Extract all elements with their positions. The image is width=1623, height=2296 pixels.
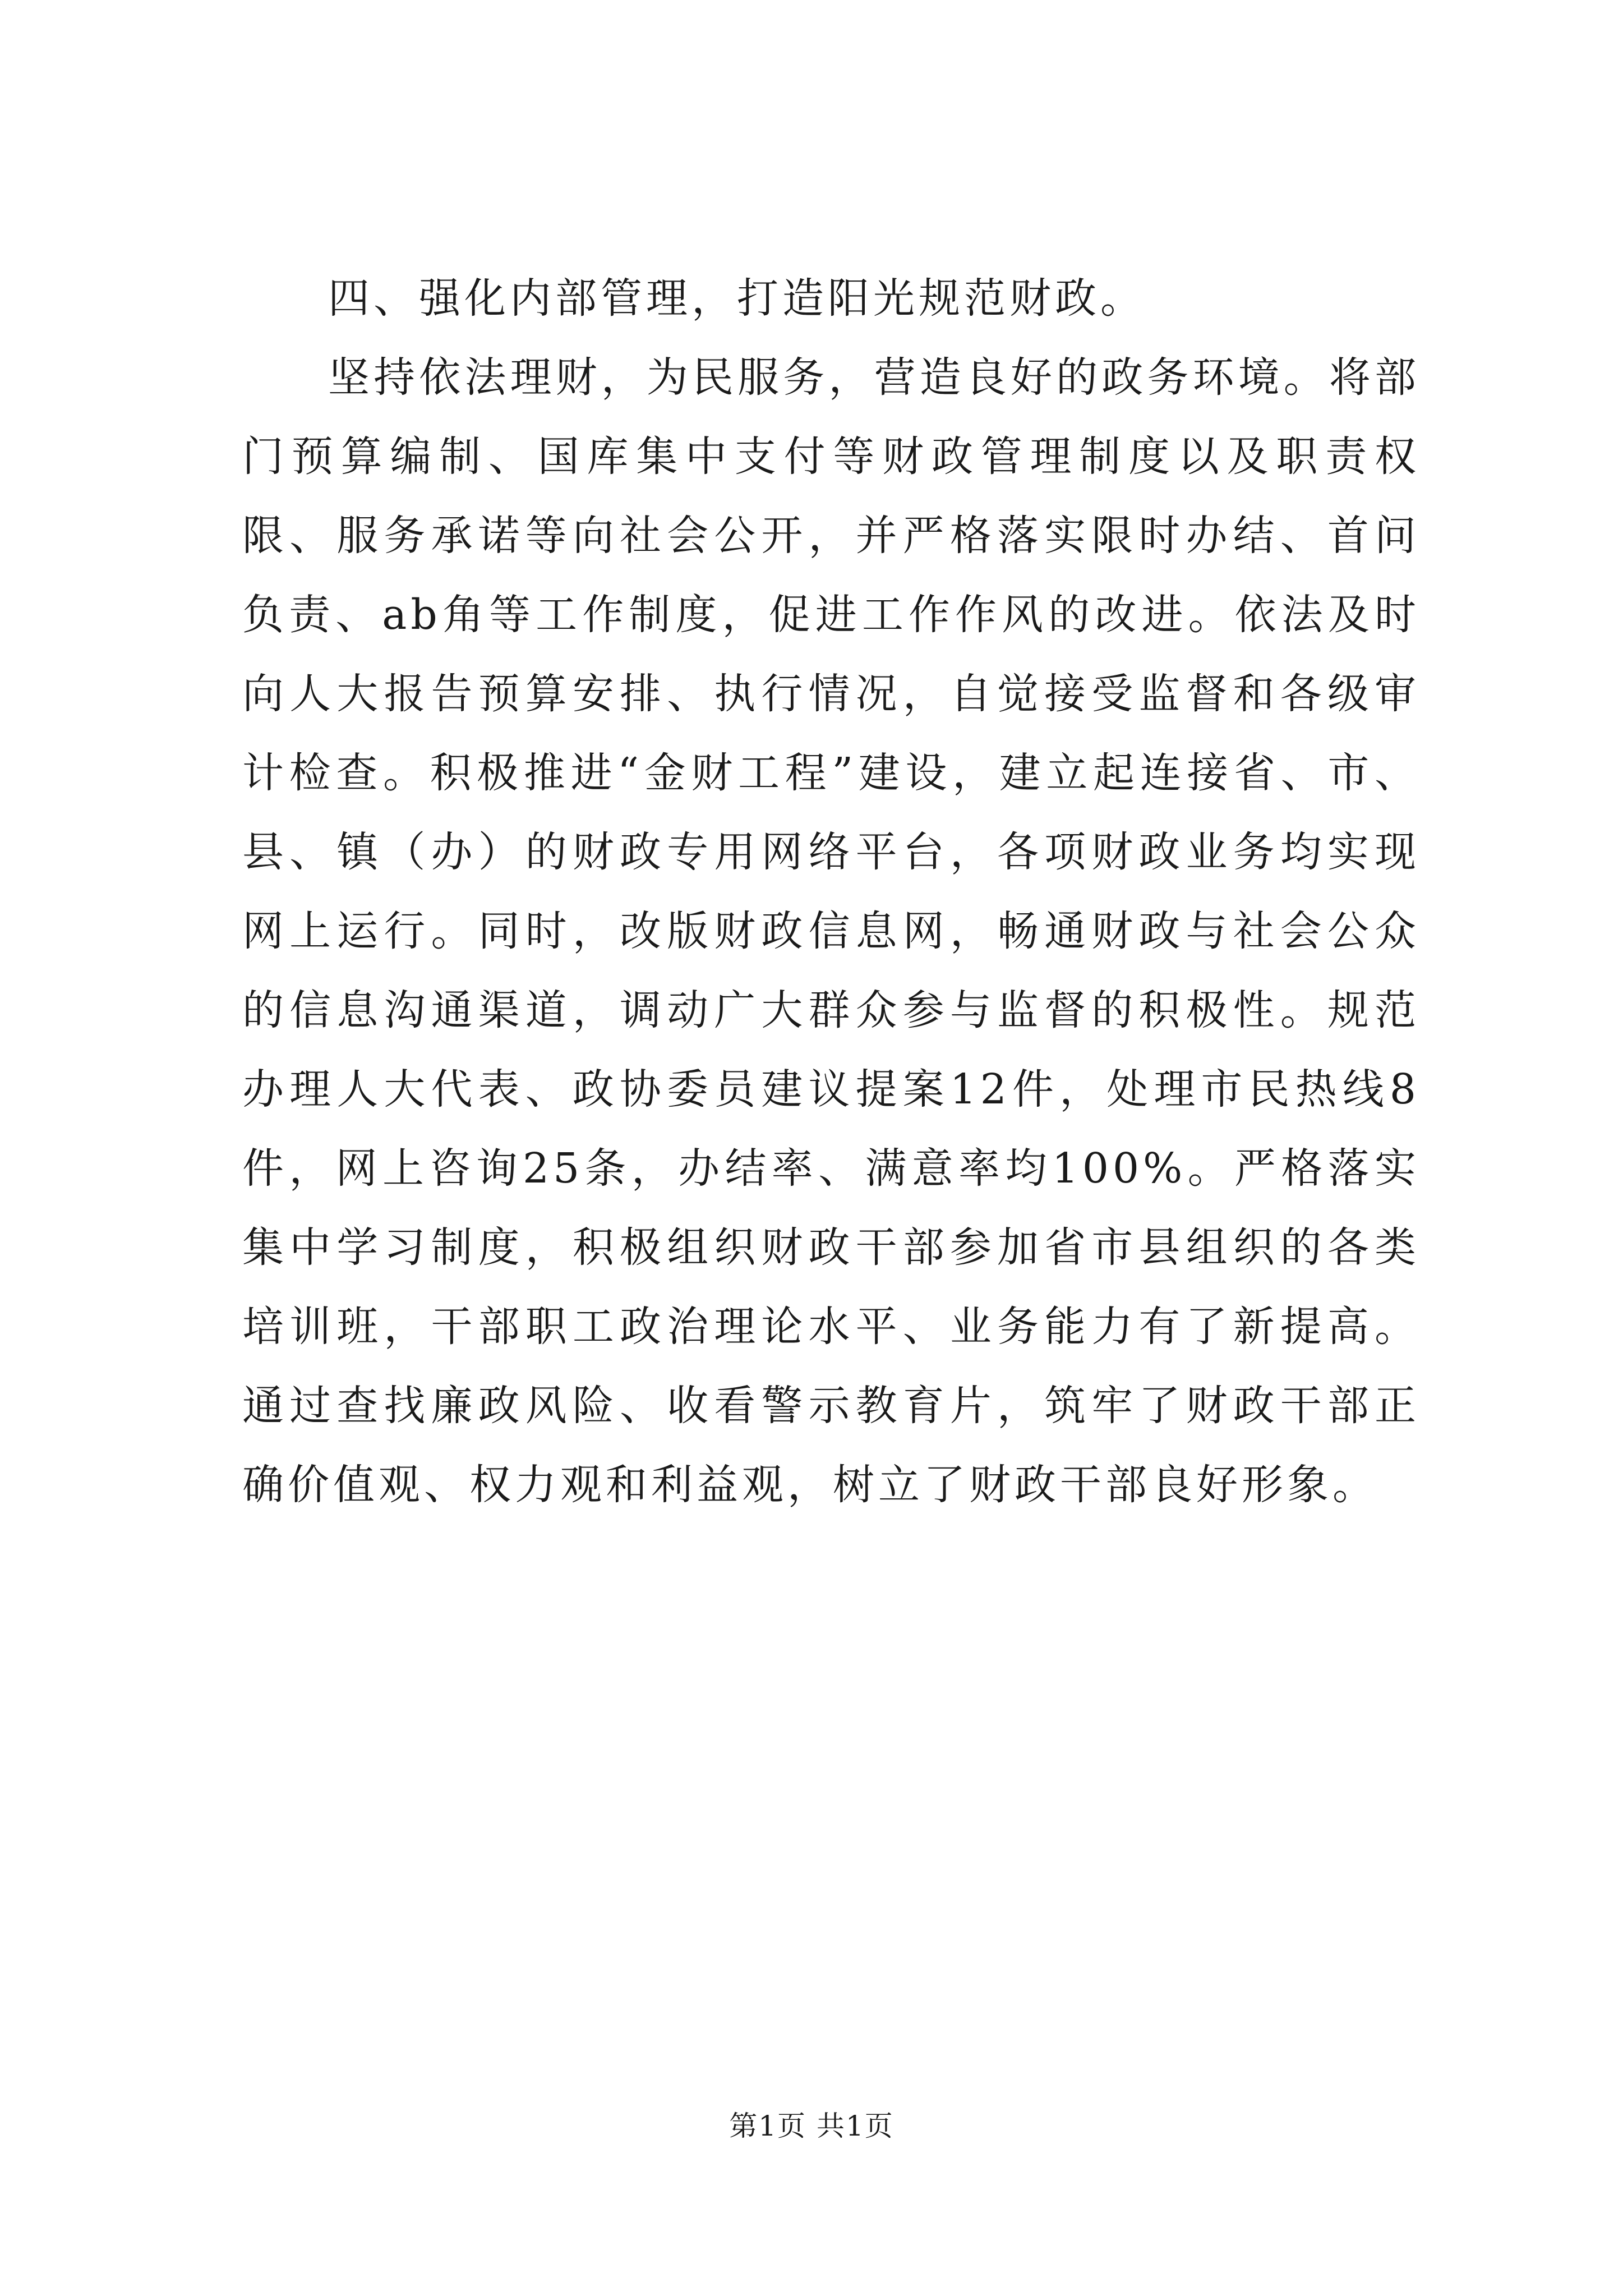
page-footer: 第1页 共1页 <box>729 2110 894 2142</box>
body-paragraph: 坚持依法理财，为民服务，营造良好的政务环境。将部门预算编制、国库集中支付等财政管理制度以及职责权限、服务承诺等向社会公开，并严格落实限时办结、首问负责、ab角等工作制度，促进工作作风的改进。依法及时向人大报告预算安排、执行情况，自觉接受监督和各级审计检查。积极推进“金财工程”建设，建立起连接省、市、县、镇（办）的财政专用网络平台，各项财政业务均实现网上运行。同时，改版财政信息网，畅通财政与社会公众的信息沟通渠道，调动广大群众参与监督的积极性。规范办理人大代表、政协委员建议提案12件，处理市民热线8件，网上咨询25条，办结率、满意率均100%。严格落实集中学习制度，积极组织财政干部参加省市县组织的各类培训班，干部职工政治理论水平、业务能力有了新提高。通过查找廉政风险、收看警示教育片，筑牢了财政干部正确价值观、权力观和利益观，树立了财政干部良好形象。 <box>242 353 1420 1509</box>
document-body <box>242 259 1420 1525</box>
section-heading: 四、强化内部管理，打造阳光规范财政。 <box>328 274 1146 323</box>
